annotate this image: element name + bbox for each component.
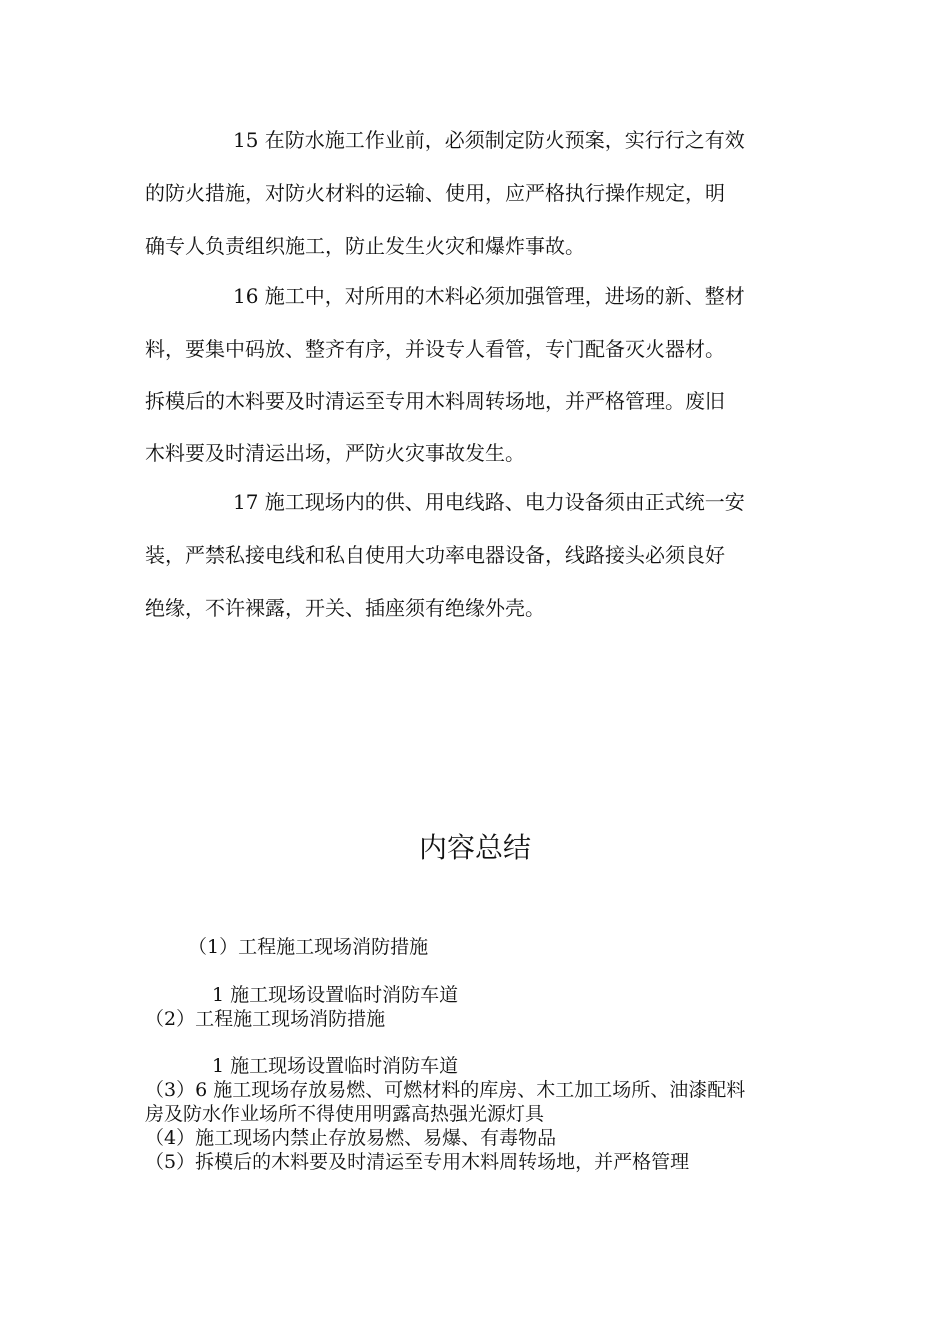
- paragraph-line: 拆模后的木料要及时清运至专用木料周转场地，并严格管理。废旧: [145, 389, 725, 413]
- paragraph-line: 木料要及时清运出场，严防火灾事故发生。: [145, 441, 525, 465]
- paragraph-line: 16 施工中，对所用的木料必须加强管理，进场的新、整材: [233, 284, 745, 308]
- paragraph-line: 确专人负责组织施工，防止发生火灾和爆炸事故。: [145, 234, 585, 258]
- summary-item: 1 施工现场设置临时消防车道: [212, 1055, 459, 1077]
- paragraph-line: 17 施工现场内的供、用电线路、电力设备须由正式统一安: [233, 490, 745, 514]
- summary-item: （2）工程施工现场消防措施: [145, 1008, 386, 1030]
- summary-item: （4）施工现场内禁止存放易燃、易爆、有毒物品: [145, 1127, 557, 1149]
- summary-title: 内容总结: [418, 831, 531, 864]
- summary-item: 房及防水作业场所不得使用明露高热强光源灯具: [145, 1103, 545, 1125]
- paragraph-line: 装，严禁私接电线和私自使用大功率电器设备，线路接头必须良好: [145, 543, 725, 567]
- summary-item: （5）拆模后的木料要及时清运至专用木料周转场地，并严格管理: [145, 1151, 690, 1173]
- paragraph-line: 的防火措施，对防火材料的运输、使用，应严格执行操作规定，明: [145, 181, 725, 205]
- paragraph-line: 15 在防水施工作业前，必须制定防火预案，实行行之有效: [233, 128, 745, 152]
- paragraph-line: 绝缘，不许裸露，开关、插座须有绝缘外壳。: [145, 596, 545, 620]
- paragraph-line: 料，要集中码放、整齐有序，并设专人看管，专门配备灭火器材。: [145, 337, 725, 361]
- summary-item: （1）工程施工现场消防措施: [188, 936, 429, 958]
- summary-item: 1 施工现场设置临时消防车道: [212, 984, 459, 1006]
- summary-item: （3）6 施工现场存放易燃、可燃材料的库房、木工加工场所、油漆配料: [145, 1079, 746, 1101]
